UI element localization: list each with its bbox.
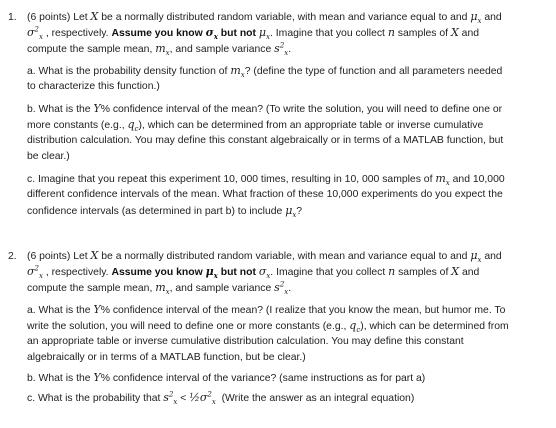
q2-part-a-line-2: write the solution, you will need to define one or more constants (e.g., $q_c$), which can be determined from xyxy=(27,319,509,335)
question-number: 1. xyxy=(8,12,17,23)
q1-part-c-line-1: c. Imagine that you repeat this experiment 10, 000 times, resulting in 10, 000 samples of $m_x$ and 10,000 xyxy=(27,172,505,188)
question-number: 2. xyxy=(8,251,17,262)
q1-part-b-line-4: be clear.) xyxy=(27,151,70,162)
q1-part-b-line-2: more constants (e.g., $q_c$), which can be determined from an appropriate table or inverse cumulative xyxy=(27,118,484,134)
q1-part-c-line-3: confidence intervals (as determined in part b) to include $\mu_x$? xyxy=(27,204,303,220)
q2-part-a-line-1: a. What is the Y% confidence interval of the mean? (I realize that you know the mean, but humor me. To xyxy=(27,303,506,316)
q1-part-a-line-2: to characterize this function.) xyxy=(27,81,160,92)
question-2-intro-line-2: $\sigma^2_x$ , respectively. Assume you know $\mu_x$ but not $\sigma_x$. Imagine that you collect n samples of X and xyxy=(27,264,480,281)
q1-part-b-line-1: b. What is the Y% confidence interval of the mean? (To write the solution, you will need to define one or xyxy=(27,102,503,115)
q1-part-b-line-3: distribution calculation. You may define this constant algebraically or in terms of a MATLAB function, but xyxy=(27,135,504,146)
question-1-intro-line-2: $\sigma^2_x$ , respectively. Assume you know $\sigma_x$ but not $\mu_x$. Imagine that you collect n samples of X and xyxy=(27,25,480,42)
question-1-intro-line-3: compute the sample mean, $m_x$, and sample variance $s^2_x$. xyxy=(27,41,292,58)
question-1 xyxy=(8,9,546,219)
q1-part-c-line-2: different confidence intervals of the mean. What fraction of these 10,000 experiments do you expect the xyxy=(27,189,503,200)
q2-part-a-line-4: algebraically or in terms of a MATLAB function, but be clear.) xyxy=(27,352,306,363)
question-1-intro-line-1: 1. (6 points) Let X be a normally distributed random variable, with mean and variance equal to and $\mu_x$ and xyxy=(8,10,502,26)
question-2-intro-line-3: compute the sample mean, $m_x$, and sample variance $s^2_x$. xyxy=(27,280,292,297)
question-2-intro-line-1: 2. (6 points) Let X be a normally distributed random variable, with mean and variance equal to and $\mu_x$ and xyxy=(8,249,502,265)
q1-part-a-line-1: a. What is the probability density function of $m_x$? (define the type of function and all parameters needed xyxy=(27,64,503,80)
q2-part-b-line-1: b. What is the Y% confidence interval of the variance? (same instructions as for part a) xyxy=(27,371,426,384)
q2-part-a-line-3: an appropriate table or inverse cumulative distribution calculation. You may define this constant xyxy=(27,336,464,347)
q2-part-c-line-1: c. What is the probability that $s^2_x$ < $\frac{1}{2}\sigma^2_x$ (Write the answer as an integral equation) xyxy=(27,390,415,407)
question-2 xyxy=(8,248,546,406)
